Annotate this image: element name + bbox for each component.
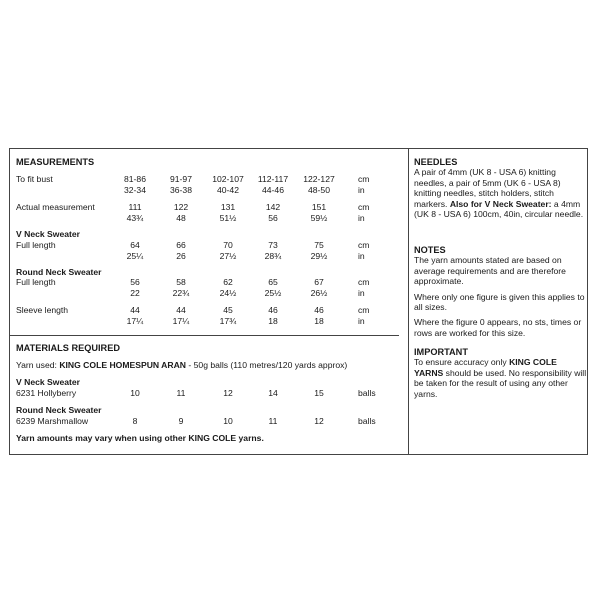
- unit-cm: cm: [358, 305, 370, 315]
- actual-in: 51½: [219, 213, 237, 223]
- round-neck-shade: 6239 Marshmallow: [16, 416, 89, 426]
- unit-cm: cm: [358, 277, 370, 287]
- actual-in: 59½: [310, 213, 328, 223]
- needles-body: A pair of 4mm (UK 8 - USA 6) knitting needles, a pair of 5mm (UK 6 - USA 8) knitting needles, stitch holders, stitch markers.: [414, 167, 561, 209]
- sleeve-cm: 45: [223, 305, 233, 315]
- v-neck-cm: 66: [176, 240, 186, 250]
- yarn-suffix: - 50g balls (110 metres/120 yards approx): [186, 360, 348, 370]
- actual-cm: 142: [265, 202, 281, 212]
- round-neck-full-length-label: Full length: [16, 277, 56, 287]
- v-neck-full-length-label: Full length: [16, 240, 56, 250]
- yarn-prefix: Yarn used:: [16, 360, 60, 370]
- v-neck-cm: 70: [223, 240, 233, 250]
- unit-in: in: [358, 185, 365, 195]
- actual-in: 43¾: [126, 213, 144, 223]
- pattern-info-panel: [9, 148, 588, 455]
- unit-in: in: [358, 316, 365, 326]
- needles-circular: a 4mm (UK 8 - USA 6) 100cm, 40in, circular needle.: [414, 198, 584, 220]
- actual-cm: 111: [128, 202, 142, 212]
- actual-measurement-label: Actual measurement: [16, 202, 95, 212]
- needles-heading: NEEDLES: [414, 157, 458, 167]
- round-neck-balls: 12: [314, 416, 324, 426]
- notes-heading: NOTES: [414, 245, 446, 255]
- important-pre: To ensure accuracy only: [414, 357, 510, 368]
- bust-in: 32-34: [124, 185, 146, 195]
- round-neck-cm: 67: [314, 277, 324, 287]
- sleeve-in: 18: [314, 316, 324, 326]
- measurements-heading: MEASUREMENTS: [16, 157, 95, 167]
- round-neck-cm: 62: [223, 277, 233, 287]
- v-neck-cm: 73: [268, 240, 278, 250]
- notes-paragraph-2: Where only one figure is given this applies to all sizes.: [414, 291, 585, 313]
- materials-heading: MATERIALS REQUIRED: [16, 343, 120, 353]
- v-neck-in: 28¾: [264, 251, 282, 261]
- actual-cm: 122: [173, 202, 189, 212]
- v-neck-in: 29½: [310, 251, 328, 261]
- actual-in: 48: [176, 213, 186, 223]
- sleeve-cm: 46: [314, 305, 324, 315]
- needles-also-v-neck: Also for V Neck Sweater:: [449, 198, 552, 209]
- needles-text: [408, 167, 588, 219]
- v-neck-balls: 10: [130, 388, 140, 398]
- sleeve-in: 17¼: [172, 316, 190, 326]
- unit-balls: balls: [358, 388, 376, 398]
- round-neck-in: 22: [130, 288, 140, 298]
- notes-section: [408, 245, 588, 338]
- v-neck-balls: 14: [268, 388, 278, 398]
- yarn-variation-note: Yarn amounts may vary when using other KING COLE yarns.: [16, 433, 264, 443]
- yarn-brand: KING COLE HOMESPUN ARAN: [59, 360, 186, 370]
- actual-cm: 151: [311, 202, 327, 212]
- bust-in: 40-42: [217, 185, 239, 195]
- sleeve-length-label: Sleeve length: [16, 305, 69, 315]
- v-neck-cm: 64: [130, 240, 140, 250]
- round-neck-in: 22¾: [172, 288, 190, 298]
- v-neck-in: 25¼: [126, 251, 144, 261]
- bust-cm: 91-97: [170, 174, 192, 184]
- important-brand: KING COLE YARNS: [414, 357, 557, 378]
- sleeve-cm: 44: [176, 305, 186, 315]
- bust-cm: 81-86: [124, 174, 146, 184]
- bust-in: 48-50: [308, 185, 330, 195]
- round-neck-balls: 11: [268, 416, 278, 426]
- unit-in: in: [358, 213, 365, 223]
- unit-cm: cm: [358, 174, 370, 184]
- sleeve-cm: 44: [130, 305, 140, 315]
- unit-cm: cm: [358, 240, 370, 250]
- v-neck-in: 27½: [219, 251, 237, 261]
- bust-in: 44-46: [262, 185, 284, 195]
- materials-round-neck-heading: Round Neck Sweater: [16, 405, 102, 415]
- section-divider: [10, 335, 399, 336]
- round-neck-cm: 65: [268, 277, 278, 287]
- actual-cm: 131: [220, 202, 236, 212]
- round-neck-in: 26½: [310, 288, 328, 298]
- bust-cm: 102-107: [212, 174, 244, 184]
- materials-v-neck-heading: V Neck Sweater: [16, 377, 81, 387]
- yarn-used-line: [16, 360, 347, 370]
- needles-section: [408, 157, 588, 219]
- actual-in: 56: [268, 213, 278, 223]
- round-neck-cm: 56: [130, 277, 140, 287]
- bust-cm: 112-117: [257, 174, 289, 184]
- v-neck-cm: 75: [314, 240, 324, 250]
- sleeve-in: 17¾: [219, 316, 237, 326]
- notes-paragraph-3: Where the figure 0 appears, no sts, times or rows are worked for this size.: [414, 317, 582, 338]
- v-neck-heading: V Neck Sweater: [16, 229, 81, 239]
- sleeve-in: 18: [268, 316, 278, 326]
- round-neck-heading: Round Neck Sweater: [16, 267, 102, 277]
- v-neck-balls: 12: [223, 388, 233, 398]
- important-post: should be used. No responsibility will be taken for the result of using any other yarns.: [414, 367, 587, 399]
- unit-cm: cm: [358, 202, 370, 212]
- bust-in: 36-38: [170, 185, 192, 195]
- unit-in: in: [358, 288, 365, 298]
- v-neck-balls: 15: [314, 388, 324, 398]
- round-neck-balls: 10: [223, 416, 233, 426]
- v-neck-shade: 6231 Hollyberry: [16, 388, 77, 398]
- bust-cm: 122-127: [303, 174, 335, 184]
- unit-in: in: [358, 251, 365, 261]
- round-neck-balls: 9: [178, 416, 184, 426]
- v-neck-balls: 11: [176, 388, 186, 398]
- to-fit-bust-label: To fit bust: [16, 174, 53, 184]
- important-text: [408, 357, 588, 399]
- round-neck-in: 24½: [219, 288, 237, 298]
- notes-paragraph-1: The yarn amounts stated are based on average requirements and are therefore approximate.: [414, 255, 566, 287]
- round-neck-balls: 8: [132, 416, 138, 426]
- round-neck-in: 25½: [264, 288, 282, 298]
- important-heading: IMPORTANT: [414, 347, 468, 357]
- round-neck-cm: 58: [176, 277, 186, 287]
- unit-balls: balls: [358, 416, 376, 426]
- sleeve-cm: 46: [268, 305, 278, 315]
- important-section: [408, 347, 588, 399]
- v-neck-in: 26: [176, 251, 186, 261]
- sleeve-in: 17¼: [126, 316, 144, 326]
